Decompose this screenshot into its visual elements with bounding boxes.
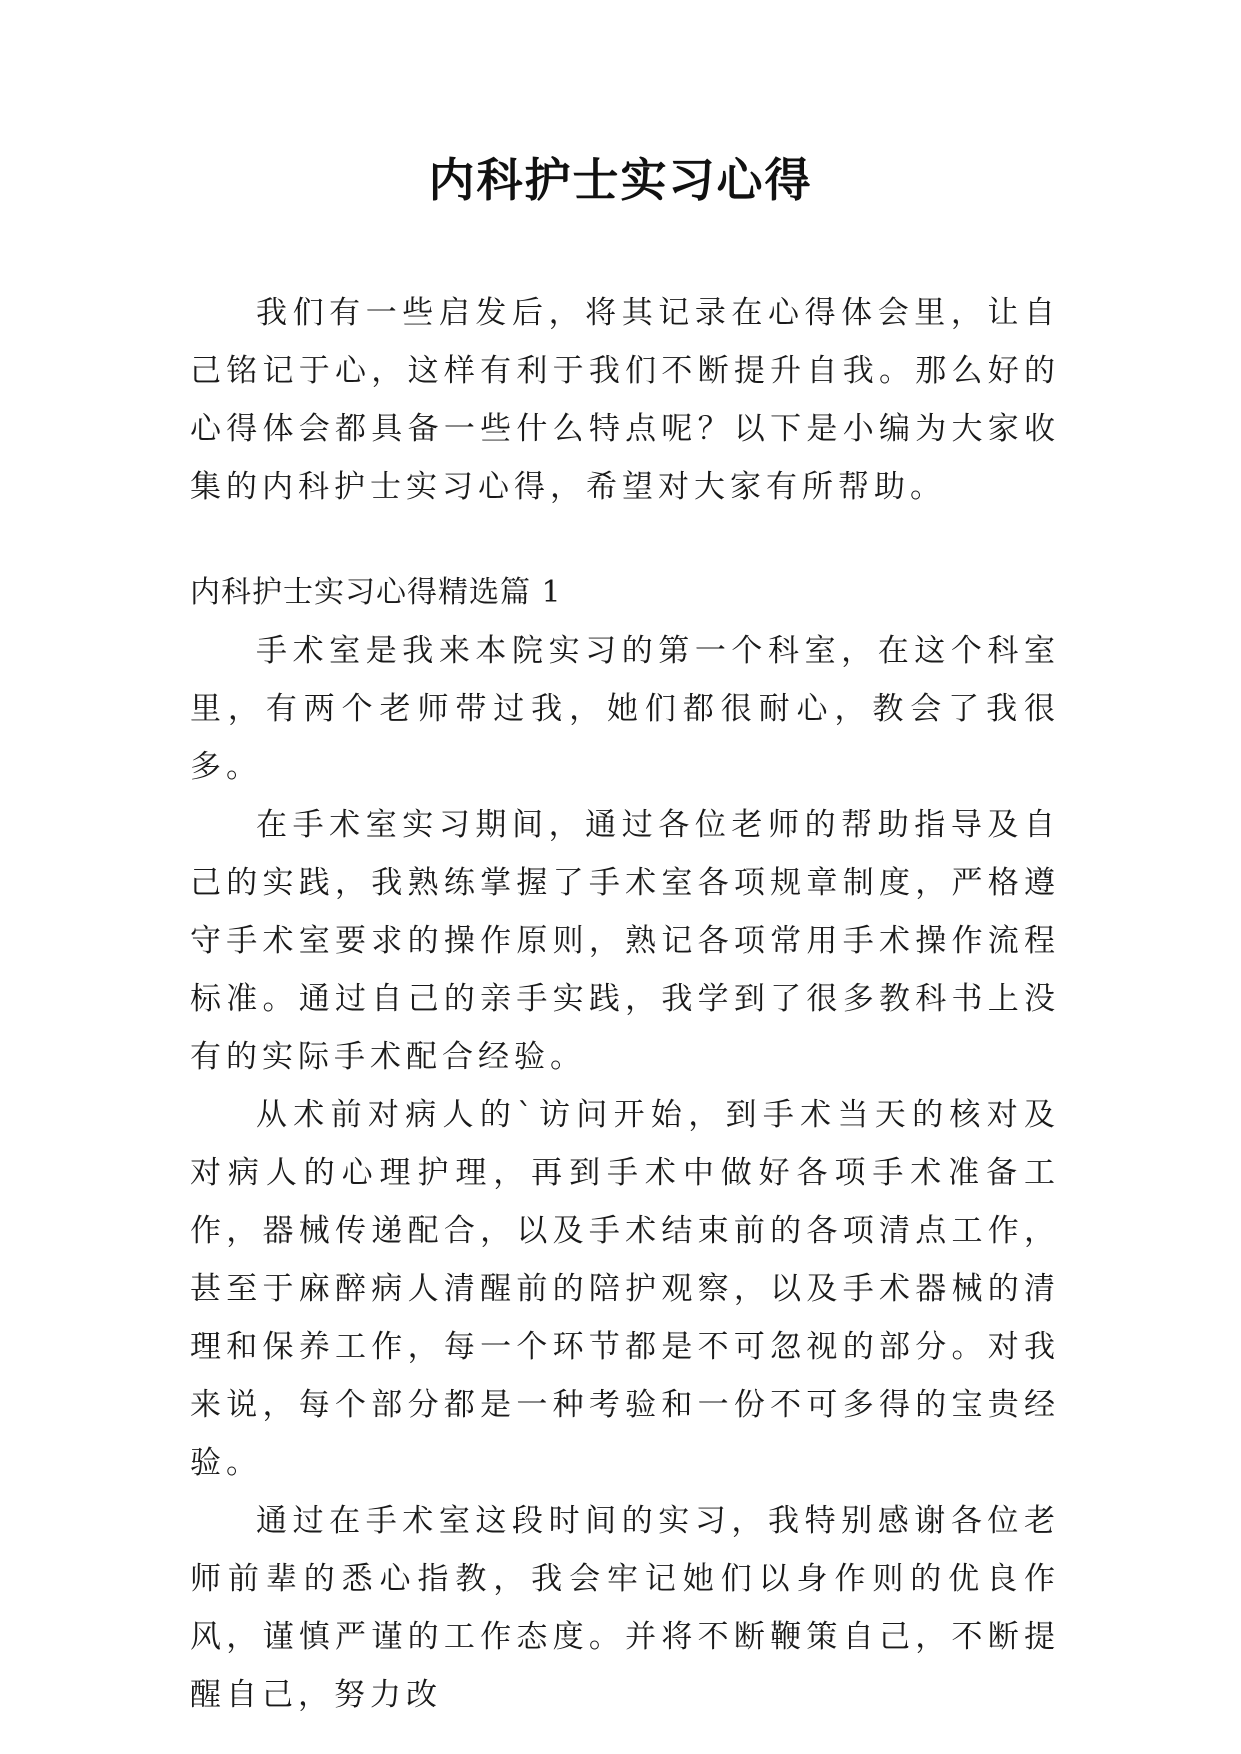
document-title: 内科护士实习心得 xyxy=(428,153,813,207)
body-paragraph: 在手术室实习期间，通过各位老师的帮助指导及自己的实践，我熟练掌握了手术室各项规章制度，严格遵守手术室要求的操作原则，熟记各项常用手术操作流程标准。通过自己的亲手实践，我学到了很多教科书上没有的实际手术配合经验。 xyxy=(190,807,1060,1075)
intro-paragraph: 我们有一些启发后，将其记录在心得体会里，让自己铭记于心，这样有利于我们不断提升自我。那么好的心得体会都具备一些什么特点呢？以下是小编为大家收集的内科护士实习心得，希望对大家有所帮助。 xyxy=(190,295,1060,505)
body-paragraph: 从术前对病人的`访问开始，到手术当天的核对及对病人的心理护理，再到手术中做好各项手术准备工作，器械传递配合，以及手术结束前的各项清点工作，甚至于麻醉病人清醒前的陪护观察，以及手术器械的清理和保养工作，每一个环节都是不可忽视的部分。对我来说，每个部分都是一种考验和一份不可多得的宝贵经验。 xyxy=(190,1097,1060,1481)
section-heading: 内科护士实习心得精选篇 1 xyxy=(190,575,562,610)
body-paragraph: 手术室是我来本院实习的第一个科室，在这个科室里，有两个老师带过我，她们都很耐心，教会了我很多。 xyxy=(190,633,1060,785)
document-body xyxy=(190,284,1060,1724)
body-paragraph: 通过在手术室这段时间的实习，我特别感谢各位老师前辈的悉心指教，我会牢记她们以身作则的优良作风，谨慎严谨的工作态度。并将不断鞭策自己，不断提醒自己，努力改 xyxy=(190,1503,1060,1713)
